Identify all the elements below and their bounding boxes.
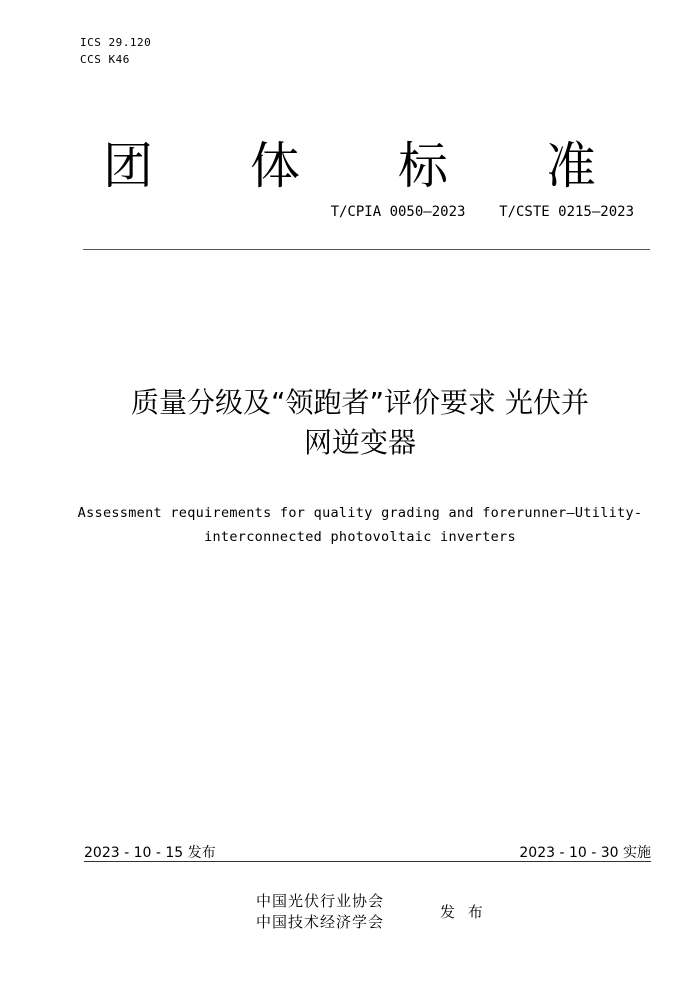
header-char-2: 体 xyxy=(250,137,300,195)
footer-divider xyxy=(84,861,651,862)
english-title xyxy=(60,501,660,549)
ics-code: ICS 29.120 xyxy=(80,36,152,49)
issuer-org-1: 中国光伏行业协会 xyxy=(256,892,385,910)
header-char-4: 准 xyxy=(546,137,596,195)
english-title-line-1: Assessment requirements for quality grading and forerunner—Utility- xyxy=(77,505,643,521)
issue-date: 2023 - 10 - 15 发布 xyxy=(84,845,216,861)
header-char-1: 团 xyxy=(103,137,153,195)
chinese-title xyxy=(60,383,660,463)
implementation-date: 2023 - 10 - 30 实施 xyxy=(519,845,651,861)
publish-label: 发 布 xyxy=(440,903,487,921)
issuer-org-2: 中国技术经济学会 xyxy=(256,913,385,931)
english-title-line-2: interconnected photovoltaic inverters xyxy=(204,529,516,545)
chinese-title-line-1: 质量分级及“领跑者”评价要求 光伏并 xyxy=(131,386,589,419)
header-char-3: 标 xyxy=(398,137,448,195)
ccs-code: CCS K46 xyxy=(80,53,130,66)
standard-codes: T/CPIA 0050—2023 T/CSTE 0215—2023 xyxy=(330,204,634,220)
chinese-title-line-2: 网逆变器 xyxy=(303,426,416,459)
header-divider xyxy=(83,249,650,250)
